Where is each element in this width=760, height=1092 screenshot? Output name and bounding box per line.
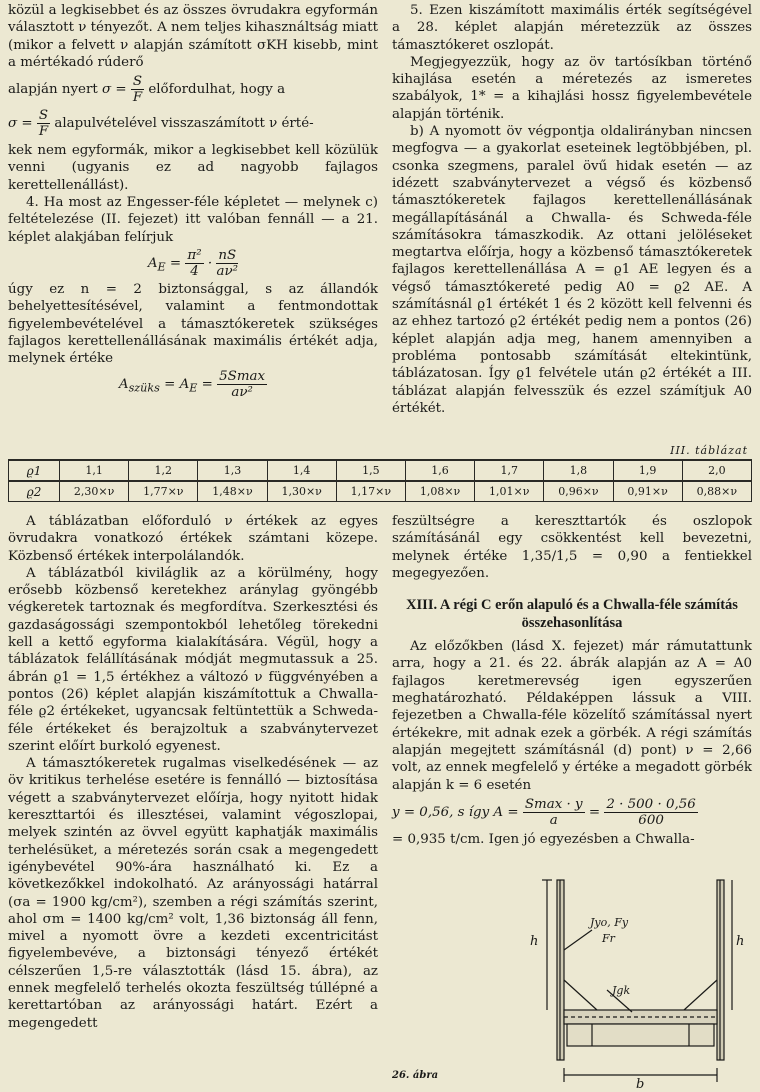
table-cell: 1,08×ν [405, 481, 474, 502]
left-column-top [8, 2, 378, 402]
row-header: ϱ2 [9, 481, 60, 502]
paragraph: kek nem egyformák, mikor a legkisebbet kell közülük venni (ugyanis ez ad nagyobb fajlagos kerettellenállást). [8, 143, 378, 193]
formula-line-sigma-2: σ = $\frac{S}{F}$ alapulvételével visszaszámított ν érté- [8, 108, 314, 140]
formula-aszuks: $A_{szüks} = A_E$ = $\frac{5Smax}{\text{aν²}}$ [118, 369, 266, 401]
paragraph: A táblázatban előforduló ν értékek az egyes övrudakra vonatkozó értékek számtani közepe. Közbenső értékek interpolálandók. [8, 514, 378, 564]
paragraph: A támasztókeretek rugalmas viselkedésének — az öv kritikus terhelése esetére is fennálló — biztosítása végett a szabványtervezet előírja, hogy nyitott hidak kereszttartói és illesztései, valamint végoszlopai, melyek szintén az övvel együtt kaphatják maximális terhelésüket, a méretezés során csak a megengedett igénybevétel 90%-ára használható ki. Ez a következőkkel indokolható. Az arányossági határral (σa = 1900 kg/cm²), szemben a régi számítás szerint, ahol σm = 1400 kg/cm² volt, 1,36 biztonság áll fenn, mivel a nyomott övre a kezdeti excentricitást figyelembevéve, a biztonsági tényező értékét célszerűen 1,5-re választották (lásd 15. ábra), az ennek megfelelő terhelés okozta feszültség túllépné a kerettartóban az arányossági határt. Ezért a megengedett [8, 756, 378, 1031]
table-cell: 1,5 [336, 460, 405, 481]
table-cell: 1,30×ν [267, 481, 336, 502]
label-h-right: h [736, 934, 745, 949]
table-row [9, 460, 752, 481]
table-cell: 0,88×ν [682, 481, 751, 502]
paragraph: feszültségre a kereszttartók és oszlopok számításánál egy csökkentést kell bevezetni, melynek értéke 1,35/1,5 = 0,90 a fentiekkel megegyezően. [392, 514, 752, 581]
paragraph: úgy ez n = 2 biztonsággal, s az állandók behelyettesítésével, valamint a fentmondottak figyelembevételével a támasztókeretek szükséges fajlagos kerettellenállásának maximális értékét adja, melynek értéke [8, 281, 378, 367]
label-jgk: Jgk [612, 984, 631, 997]
table-caption: III. táblázat [670, 444, 748, 457]
paragraph: 5. Ezen kiszámított maximális érték segítségével a 28. képlet alapján méretezzük az összes támasztókeret oszlopát. [392, 3, 752, 53]
table-cell: 0,91×ν [613, 481, 682, 502]
fraction-s-over-f: $\frac{S}{F}$ [132, 74, 143, 106]
paragraph: közül a legkisebbet és az összes övrudakra egyformán választott ν tényezőt. A nem teljes kihasználtság miatt (mikor a felvett ν alapján számított σKH kisebb, mint a mértékadó rúderő [8, 3, 378, 70]
table-cell: 1,9 [613, 460, 682, 481]
figure-26 [392, 870, 752, 1092]
paragraph: A táblázatból kiviláglik az a körülmény, hogy erősebb közbenső keretekhez aránylag gyöngébb végkeretek tartoznak és megfordítva. Szerkesztési és gazdaságossági szempontokból lehetőleg törekedni kell a kettő egyforma kialakítására. Végül, hogy a táblázatok felállításának módját megmutassuk a 25. ábrán ϱ1 = 1,5 értékhez a változó ν függvényében a pontos (26) képlet alapján kiszámítottuk a Chwalla-féle ϱ2 értékeket, ugyancsak feltüntettük a Schweda-féle értékeket és berajzoltuk a szabványtervezet szerint előírt burkoló egyenest. [8, 565, 378, 754]
table-cell: 1,7 [475, 460, 544, 481]
table-cell: 1,2 [129, 460, 198, 481]
table-cell: 1,01×ν [475, 481, 544, 502]
table-cell: 0,96×ν [544, 481, 613, 502]
label-h-left: h [530, 934, 539, 949]
table-cell: 1,48×ν [198, 481, 267, 502]
left-column-bottom [8, 513, 378, 1032]
right-column-top [392, 2, 752, 417]
table-cell: 2,0 [682, 460, 751, 481]
right-column-bottom [392, 513, 752, 848]
paragraph: 4. Ha most az Engesser-féle képletet — melynek c) feltételezése (II. fejezet) itt valóban fennáll — a 21. képlet alakjában felírjuk [8, 195, 378, 245]
formula-line-a: y = 0,56, s így A = $\frac{Smax \cdot y}{a}$ = $\frac{2 \cdot 500 \cdot 0,56}{600}$ [392, 796, 696, 828]
table-cell: 2,30×ν [60, 481, 129, 502]
table-cell: 1,8 [544, 460, 613, 481]
section-heading: XIII. A régi C erőn alapuló és a Chwalla-féle számítás összehasonlítása [406, 597, 738, 632]
label-b: b [636, 1077, 645, 1092]
table-cell: 1,3 [198, 460, 267, 481]
paragraph: Az előzőkben (lásd X. fejezet) már rámutattunk arra, hogy a 21. és 22. ábrák alapján az A = A0 fajlagos keretmerevség igen egyszerűen meghatározható. Példaképpen lássuk a VIII. fejezetben a Chwalla-féle közelítő számítással nyert értékekre, mit adnak ezek a görbék. A régi számítás alapján megejtett számításnál (d) pont) ν = 2,66 volt, az ennek megfelelő y értéke a megadott görbék alapján k = 6 esetén [392, 639, 752, 793]
table-iii [8, 459, 752, 502]
figure-caption: 26. ábra [392, 1070, 439, 1081]
table-cell: 1,6 [405, 460, 474, 481]
table-cell: 1,17×ν [336, 481, 405, 502]
table-row [9, 481, 752, 502]
label-jyo: Jyo, Fy [590, 916, 629, 929]
label-fr: Fr [602, 932, 615, 945]
paragraph: b) A nyomott öv végpontja oldalirányban nincsen megfogva — a gyakorlat eseteinek legtöbbjében, pl. csonka szegmens, paralel övű hidak esetén — az idézett szabványtervezet a végső és közbenső támasztókeretek fajlagos kerettellenállásának megállapításánál a Chwalla- és Schweda-féle számításokra támaszkodik. Az ottani jelöléseket megtartva előírja, hogy a közbenső támasztókeretek fajlagos kerettellenállása A = ϱ1 AE legyen és a végső támasztókereté pedig A0 = ϱ2 AE. A számításnál ϱ1 értékét 1 és 2 között kell felvenni és az ehhez tartozó ϱ2 értékét pedig nem a pontos (26) képlet alapján adja meg, hanem amennyiben a probléma pontosabb számítását eltekintünk, táblázatosan. Így ϱ1 felvétele után ϱ2 értékét a III. táblázat alapján felvesszük és ezzel számítjuk A0 értékét. [392, 124, 752, 416]
table-cell: 1,4 [267, 460, 336, 481]
formula-line-sigma: alapján nyert σ = $\frac{S}{F}$ előfordulhat, hogy a [8, 74, 286, 106]
table-cell: 1,1 [60, 460, 129, 481]
table-cell: 1,77×ν [129, 481, 198, 502]
row-header: ϱ1 [9, 460, 60, 481]
paragraph: Megjegyezzük, hogy az öv tartósíkban történő kihajlása esetén a méretezés az ismeretes szabályok, 1* = a kihajlási hossz figyelembevétele alapján történik. [392, 54, 752, 122]
paragraph: = 0,935 t/cm. Igen jó egyezésben a Chwalla- [392, 831, 695, 847]
formula-engesser: $A_E$ = $\frac{\text{π²}}{4}$ · $\frac{nS}{\text{aν²}}$ [147, 247, 239, 279]
